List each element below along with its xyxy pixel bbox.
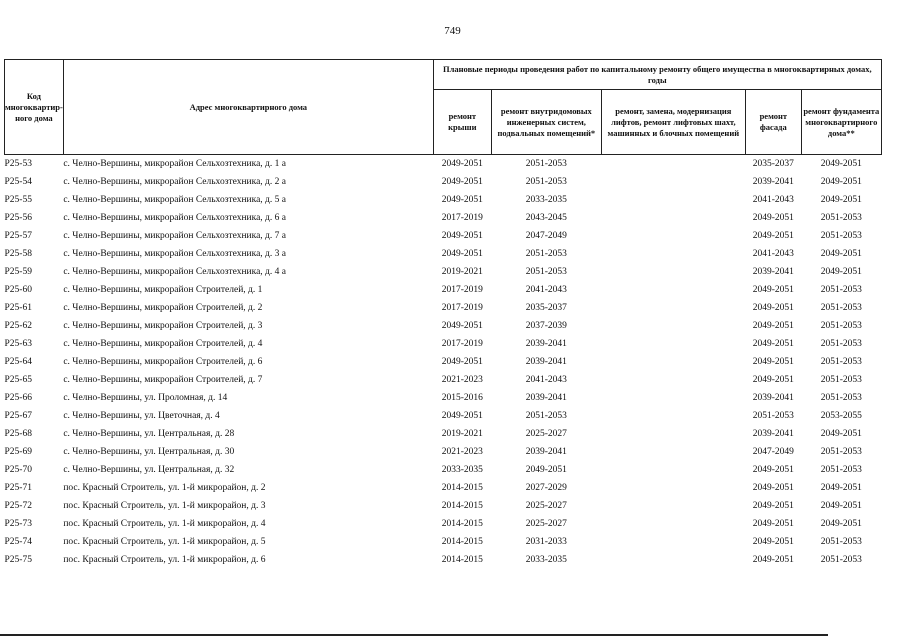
header-foundation: ремонт фундамента многоквартирного дома** xyxy=(801,90,881,155)
house-code-cell: P25-74 xyxy=(4,537,32,547)
header-elevators: ремонт, замена, модернизация лифтов, ремонт лифтовых шахт, машинных и блочных помещений xyxy=(601,90,745,155)
engineering-period-cell: 2051-2053 xyxy=(525,267,567,277)
elevators-period-cell xyxy=(601,425,745,443)
roof-period-cell: 2021-2023 xyxy=(441,375,483,385)
foundation-period-cell: 2051-2053 xyxy=(820,303,862,313)
header-roof: ремонт крыши xyxy=(433,90,491,155)
table-row xyxy=(5,227,882,245)
elevators-period-cell xyxy=(601,515,745,533)
facade-period-cell: 2049-2051 xyxy=(752,303,794,313)
engineering-period-cell: 2033-2035 xyxy=(525,555,567,565)
header-engineering: ремонт внутридомовых инженерных систем, подвальных помещений* xyxy=(491,90,601,155)
roof-period-cell: 2049-2051 xyxy=(441,411,483,421)
table-row xyxy=(5,353,882,371)
elevators-period-cell xyxy=(601,407,745,425)
roof-period-cell: 2017-2019 xyxy=(441,285,483,295)
engineering-period-cell: 2049-2051 xyxy=(525,465,567,475)
roof-period-cell: 2049-2051 xyxy=(441,357,483,367)
roof-period-cell: 2014-2015 xyxy=(441,555,483,565)
facade-period-cell: 2041-2043 xyxy=(752,195,794,205)
roof-period-cell: 2049-2051 xyxy=(441,195,483,205)
engineering-period-cell: 2039-2041 xyxy=(525,393,567,403)
roof-period-cell: 2049-2051 xyxy=(441,159,483,169)
elevators-period-cell xyxy=(601,443,745,461)
engineering-period-cell: 2025-2027 xyxy=(525,429,567,439)
house-code-cell: P25-65 xyxy=(4,375,32,385)
elevators-period-cell xyxy=(601,533,745,551)
house-code-cell: P25-70 xyxy=(4,465,32,475)
engineering-period-cell: 2051-2053 xyxy=(525,159,567,169)
engineering-period-cell: 2031-2033 xyxy=(525,537,567,547)
table-row xyxy=(5,407,882,425)
address-cell: пос. Красный Строитель, ул. 1-й микрорайон, д. 2 xyxy=(63,483,266,493)
foundation-period-cell: 2051-2053 xyxy=(820,285,862,295)
facade-period-cell: 2049-2051 xyxy=(752,357,794,367)
address-cell: с. Челно-Вершины, микрорайон Сельхозтехника, д. 6 а xyxy=(63,213,286,223)
table-row xyxy=(5,245,882,263)
engineering-period-cell: 2041-2043 xyxy=(525,285,567,295)
engineering-period-cell: 2037-2039 xyxy=(525,321,567,331)
table-row xyxy=(5,155,882,174)
house-code-cell: P25-53 xyxy=(4,159,32,169)
facade-period-cell: 2039-2041 xyxy=(752,429,794,439)
table-row xyxy=(5,389,882,407)
table-row xyxy=(5,497,882,515)
engineering-period-cell: 2051-2053 xyxy=(525,249,567,259)
foundation-period-cell: 2051-2053 xyxy=(820,231,862,241)
foundation-period-cell: 2053-2055 xyxy=(820,411,862,421)
house-code-cell: P25-54 xyxy=(4,177,32,187)
house-code-cell: P25-56 xyxy=(4,213,32,223)
roof-period-cell: 2049-2051 xyxy=(441,321,483,331)
foundation-period-cell: 2049-2051 xyxy=(820,429,862,439)
engineering-period-cell: 2025-2027 xyxy=(525,501,567,511)
roof-period-cell: 2014-2015 xyxy=(441,519,483,529)
foundation-period-cell: 2049-2051 xyxy=(820,267,862,277)
house-code-cell: P25-66 xyxy=(4,393,32,403)
engineering-period-cell: 2039-2041 xyxy=(525,357,567,367)
address-cell: с. Челно-Вершины, микрорайон Сельхозтехника, д. 2 а xyxy=(63,177,286,187)
house-code-cell: P25-62 xyxy=(4,321,32,331)
header-address: Адрес многоквартирного дома xyxy=(63,60,433,155)
facade-period-cell: 2049-2051 xyxy=(752,375,794,385)
address-cell: с. Челно-Вершины, микрорайон Строителей, д. 3 xyxy=(63,321,263,331)
address-cell: с. Челно-Вершины, микрорайон Строителей, д. 1 xyxy=(63,285,263,295)
foundation-period-cell: 2051-2053 xyxy=(820,321,862,331)
facade-period-cell: 2049-2051 xyxy=(752,285,794,295)
house-code-cell: P25-73 xyxy=(4,519,32,529)
facade-period-cell: 2049-2051 xyxy=(752,321,794,331)
facade-period-cell: 2049-2051 xyxy=(752,519,794,529)
address-cell: с. Челно-Вершины, микрорайон Сельхозтехника, д. 1 а xyxy=(63,159,286,169)
elevators-period-cell xyxy=(601,551,745,569)
foundation-period-cell: 2049-2051 xyxy=(820,177,862,187)
address-cell: пос. Красный Строитель, ул. 1-й микрорайон, д. 3 xyxy=(63,501,266,511)
house-code-cell: P25-63 xyxy=(4,339,32,349)
facade-period-cell: 2039-2041 xyxy=(752,393,794,403)
address-cell: с. Челно-Вершины, микрорайон Строителей, д. 4 xyxy=(63,339,263,349)
facade-period-cell: 2049-2051 xyxy=(752,483,794,493)
address-cell: с. Челно-Вершины, микрорайон Сельхозтехника, д. 7 а xyxy=(63,231,286,241)
roof-period-cell: 2033-2035 xyxy=(441,465,483,475)
elevators-period-cell xyxy=(601,209,745,227)
elevators-period-cell xyxy=(601,353,745,371)
roof-period-cell: 2049-2051 xyxy=(441,231,483,241)
roof-period-cell: 2015-2016 xyxy=(441,393,483,403)
roof-period-cell: 2019-2021 xyxy=(441,429,483,439)
foundation-period-cell: 2051-2053 xyxy=(820,357,862,367)
address-cell: с. Челно-Вершины, микрорайон Сельхозтехника, д. 3 а xyxy=(63,249,286,259)
foundation-period-cell: 2049-2051 xyxy=(820,519,862,529)
facade-period-cell: 2051-2053 xyxy=(752,411,794,421)
facade-period-cell: 2047-2049 xyxy=(752,447,794,457)
foundation-period-cell: 2051-2053 xyxy=(820,375,862,385)
address-cell: с. Челно-Вершины, микрорайон Сельхозтехника, д. 4 а xyxy=(63,267,286,277)
house-code-cell: P25-68 xyxy=(4,429,32,439)
roof-period-cell: 2014-2015 xyxy=(441,501,483,511)
elevators-period-cell xyxy=(601,227,745,245)
elevators-period-cell xyxy=(601,317,745,335)
address-cell: с. Челно-Вершины, ул. Центральная, д. 32 xyxy=(63,465,235,475)
header-facade: ремонт фасада xyxy=(745,90,801,155)
house-code-cell: P25-67 xyxy=(4,411,32,421)
engineering-period-cell: 2035-2037 xyxy=(525,303,567,313)
foundation-period-cell: 2049-2051 xyxy=(820,249,862,259)
house-code-cell: P25-64 xyxy=(4,357,32,367)
facade-period-cell: 2049-2051 xyxy=(752,213,794,223)
table-row xyxy=(5,281,882,299)
engineering-period-cell: 2051-2053 xyxy=(525,177,567,187)
table-row xyxy=(5,479,882,497)
facade-period-cell: 2049-2051 xyxy=(752,537,794,547)
address-cell: с. Челно-Вершины, микрорайон Строителей, д. 6 xyxy=(63,357,263,367)
table-row xyxy=(5,209,882,227)
address-cell: с. Челно-Вершины, ул. Проломная, д. 14 xyxy=(63,393,228,403)
facade-period-cell: 2049-2051 xyxy=(752,339,794,349)
repair-schedule-table xyxy=(4,59,882,569)
house-code-cell: P25-59 xyxy=(4,267,32,277)
address-cell: с. Челно-Вершины, микрорайон Строителей, д. 2 xyxy=(63,303,263,313)
house-code-cell: P25-58 xyxy=(4,249,32,259)
roof-period-cell: 2014-2015 xyxy=(441,483,483,493)
foundation-period-cell: 2049-2051 xyxy=(820,501,862,511)
address-cell: с. Челно-Вершины, ул. Центральная, д. 28 xyxy=(63,429,235,439)
address-cell: с. Челно-Вершины, микрорайон Сельхозтехника, д. 5 а xyxy=(63,195,286,205)
facade-period-cell: 2039-2041 xyxy=(752,177,794,187)
elevators-period-cell xyxy=(601,497,745,515)
foundation-period-cell: 2051-2053 xyxy=(820,393,862,403)
elevators-period-cell xyxy=(601,389,745,407)
roof-period-cell: 2049-2051 xyxy=(441,249,483,259)
table-row xyxy=(5,263,882,281)
facade-period-cell: 2049-2051 xyxy=(752,501,794,511)
facade-period-cell: 2049-2051 xyxy=(752,465,794,475)
foundation-period-cell: 2051-2053 xyxy=(820,339,862,349)
table-row xyxy=(5,443,882,461)
roof-period-cell: 2017-2019 xyxy=(441,303,483,313)
engineering-period-cell: 2025-2027 xyxy=(525,519,567,529)
table-row xyxy=(5,371,882,389)
facade-period-cell: 2039-2041 xyxy=(752,267,794,277)
table-row xyxy=(5,173,882,191)
elevators-period-cell xyxy=(601,335,745,353)
elevators-period-cell xyxy=(601,299,745,317)
roof-period-cell: 2019-2021 xyxy=(441,267,483,277)
table-row xyxy=(5,317,882,335)
house-code-cell: P25-75 xyxy=(4,555,32,565)
page-number: 749 xyxy=(444,25,461,37)
elevators-period-cell xyxy=(601,173,745,191)
address-cell: с. Челно-Вершины, микрорайон Строителей, д. 7 xyxy=(63,375,263,385)
house-code-cell: P25-61 xyxy=(4,303,32,313)
roof-period-cell: 2021-2023 xyxy=(441,447,483,457)
facade-period-cell: 2041-2043 xyxy=(752,249,794,259)
foundation-period-cell: 2049-2051 xyxy=(820,159,862,169)
address-cell: пос. Красный Строитель, ул. 1-й микрорайон, д. 5 xyxy=(63,537,266,547)
table-row xyxy=(5,461,882,479)
engineering-period-cell: 2027-2029 xyxy=(525,483,567,493)
engineering-period-cell: 2041-2043 xyxy=(525,375,567,385)
house-code-cell: P25-71 xyxy=(4,483,32,493)
table-row xyxy=(5,191,882,209)
elevators-period-cell xyxy=(601,371,745,389)
table-row xyxy=(5,299,882,317)
roof-period-cell: 2014-2015 xyxy=(441,537,483,547)
address-cell: пос. Красный Строитель, ул. 1-й микрорайон, д. 4 xyxy=(63,519,266,529)
table-row xyxy=(5,335,882,353)
facade-period-cell: 2049-2051 xyxy=(752,555,794,565)
engineering-period-cell: 2039-2041 xyxy=(525,447,567,457)
foundation-period-cell: 2049-2051 xyxy=(820,195,862,205)
house-code-cell: P25-72 xyxy=(4,501,32,511)
roof-period-cell: 2017-2019 xyxy=(441,213,483,223)
header-periods-group: Плановые периоды проведения работ по капитальному ремонту общего имущества в многоквартирных домах, годы xyxy=(433,60,881,90)
elevators-period-cell xyxy=(601,191,745,209)
engineering-period-cell: 2039-2041 xyxy=(525,339,567,349)
foundation-period-cell: 2051-2053 xyxy=(820,465,862,475)
house-code-cell: P25-60 xyxy=(4,285,32,295)
engineering-period-cell: 2047-2049 xyxy=(525,231,567,241)
engineering-period-cell: 2043-2045 xyxy=(525,213,567,223)
foundation-period-cell: 2051-2053 xyxy=(820,447,862,457)
address-cell: с. Челно-Вершины, ул. Цветочная, д. 4 xyxy=(63,411,220,421)
elevators-period-cell xyxy=(601,245,745,263)
table-row xyxy=(5,551,882,569)
bottom-rule xyxy=(0,634,828,636)
table-row xyxy=(5,425,882,443)
table-row xyxy=(5,533,882,551)
address-cell: с. Челно-Вершины, ул. Центральная, д. 30 xyxy=(63,447,235,457)
engineering-period-cell: 2051-2053 xyxy=(525,411,567,421)
elevators-period-cell xyxy=(601,263,745,281)
elevators-period-cell xyxy=(601,281,745,299)
engineering-period-cell: 2033-2035 xyxy=(525,195,567,205)
roof-period-cell: 2017-2019 xyxy=(441,339,483,349)
foundation-period-cell: 2051-2053 xyxy=(820,537,862,547)
facade-period-cell: 2049-2051 xyxy=(752,231,794,241)
elevators-period-cell xyxy=(601,155,745,174)
roof-period-cell: 2049-2051 xyxy=(441,177,483,187)
address-cell: пос. Красный Строитель, ул. 1-й микрорайон, д. 6 xyxy=(63,555,266,565)
house-code-cell: P25-55 xyxy=(4,195,32,205)
foundation-period-cell: 2051-2053 xyxy=(820,555,862,565)
house-code-cell: P25-69 xyxy=(4,447,32,457)
elevators-period-cell xyxy=(601,479,745,497)
header-code: Код многоквартир-ного дома xyxy=(5,60,64,155)
foundation-period-cell: 2049-2051 xyxy=(820,483,862,493)
house-code-cell: P25-57 xyxy=(4,231,32,241)
foundation-period-cell: 2051-2053 xyxy=(820,213,862,223)
elevators-period-cell xyxy=(601,461,745,479)
facade-period-cell: 2035-2037 xyxy=(752,159,794,169)
table-row xyxy=(5,515,882,533)
